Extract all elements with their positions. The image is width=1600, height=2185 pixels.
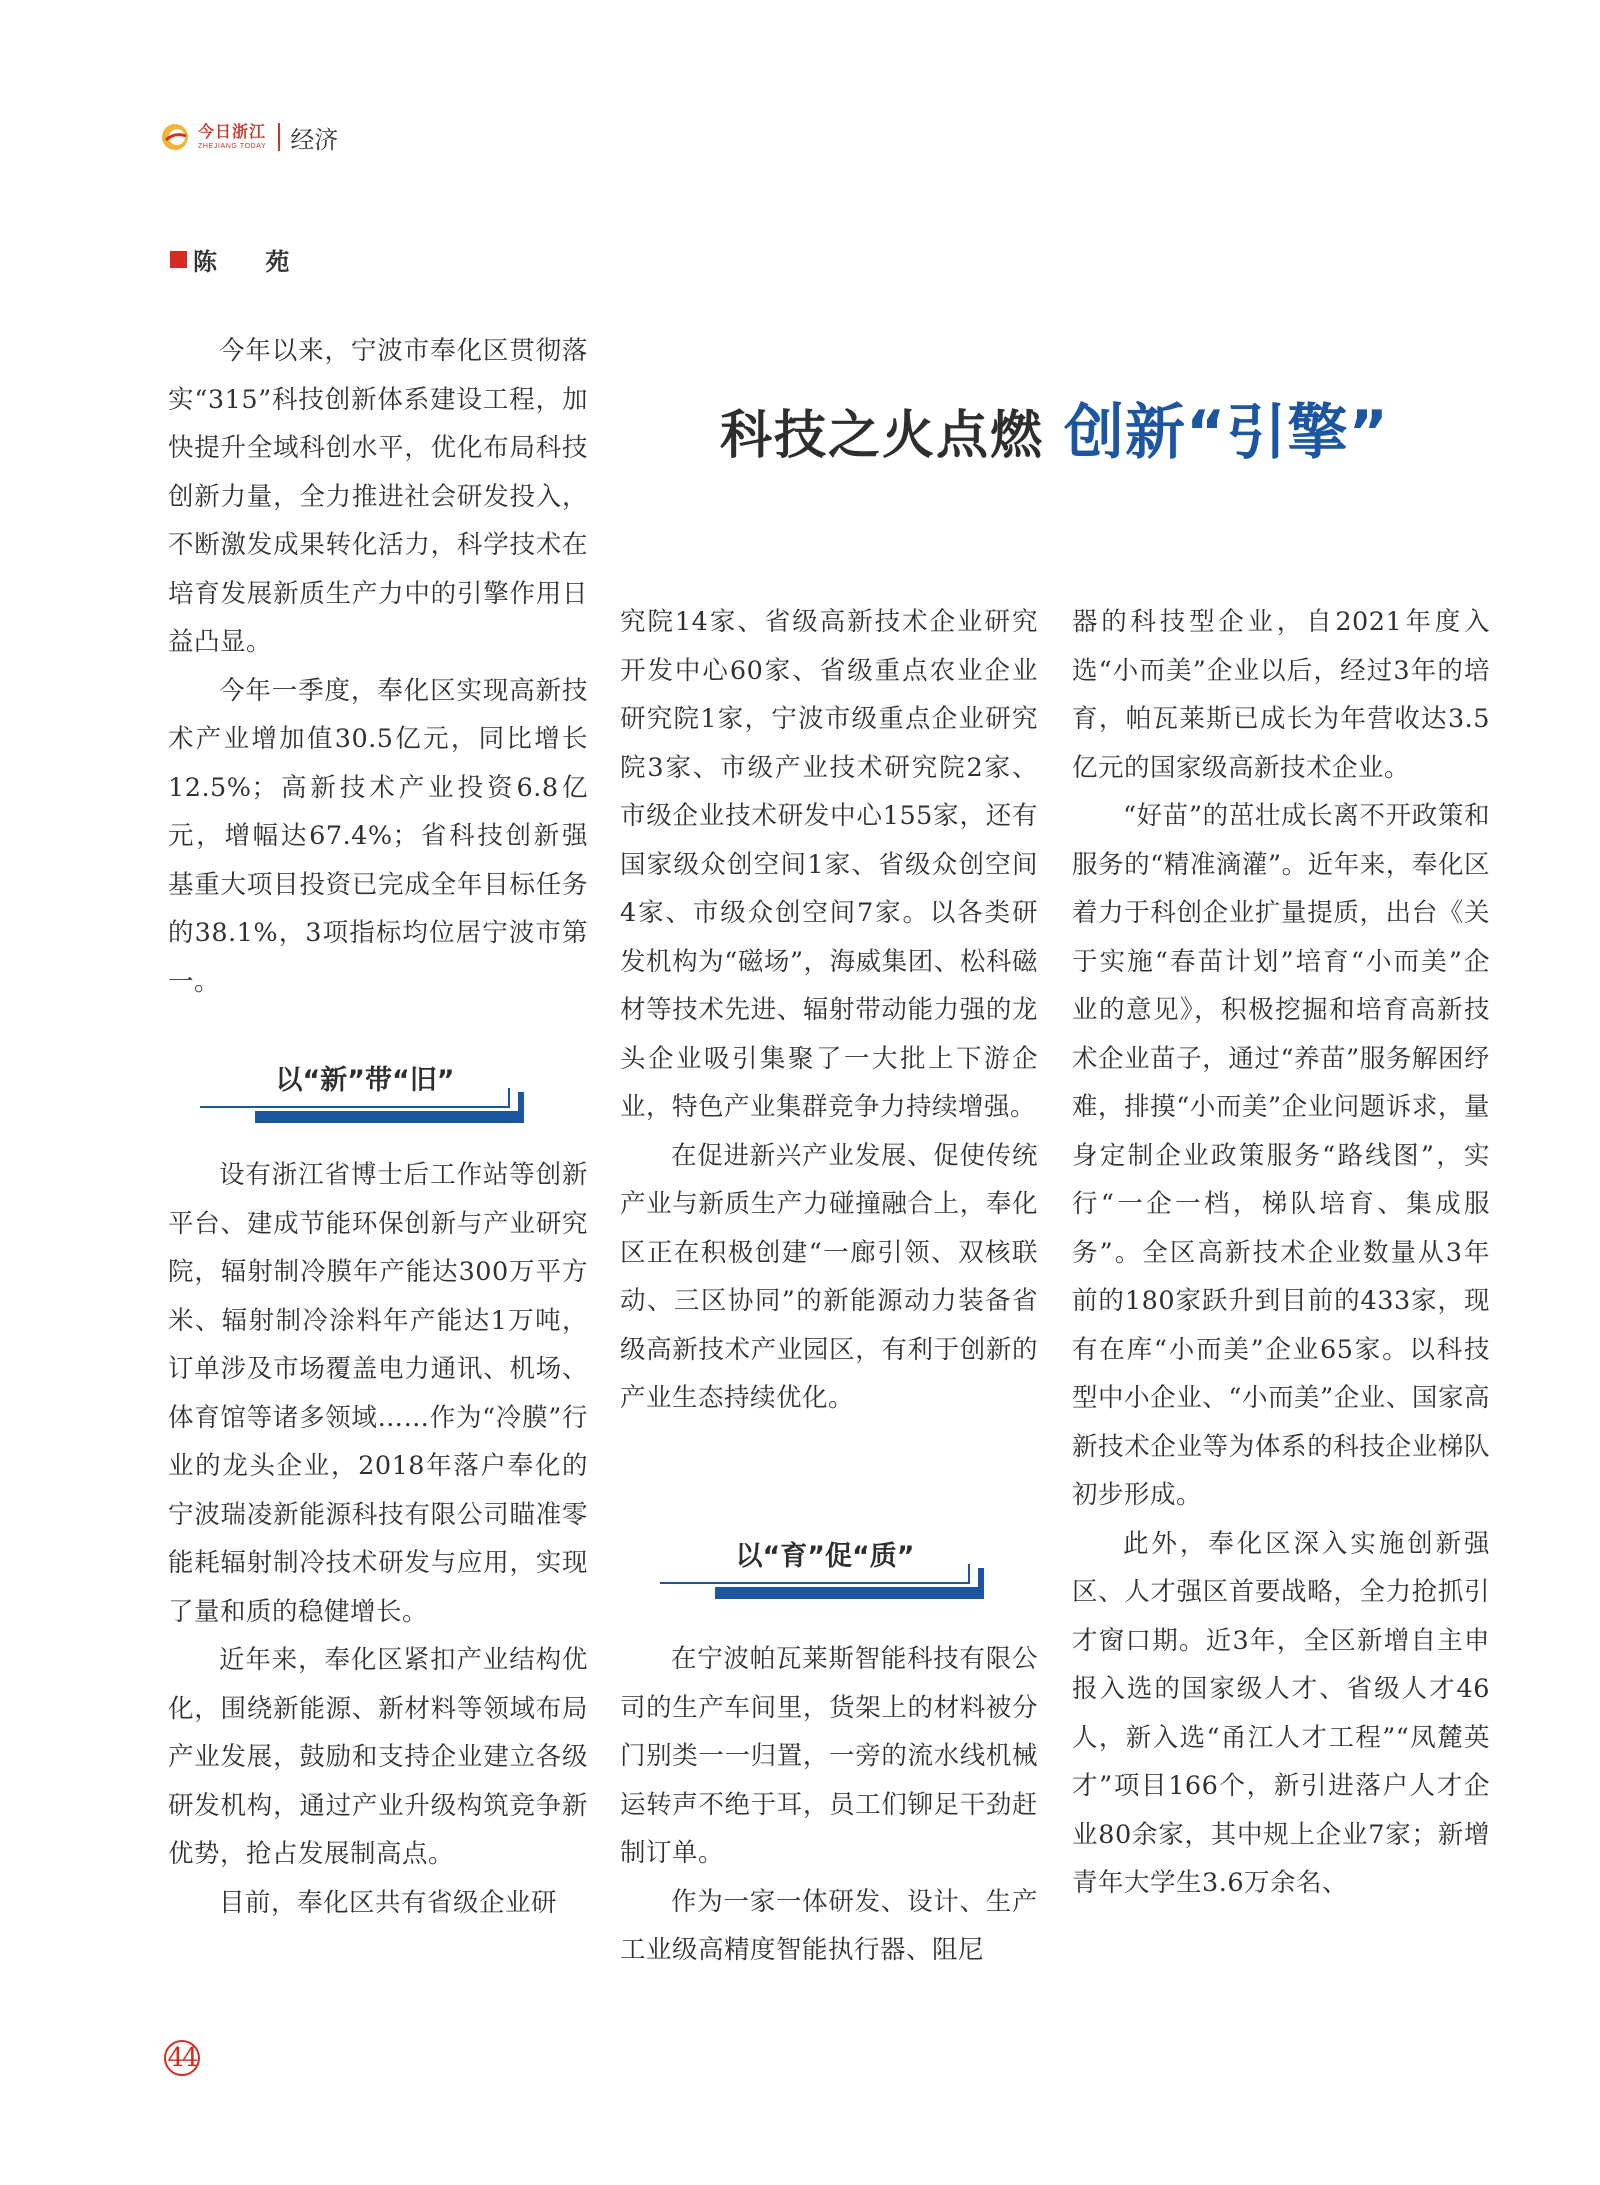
magazine-logo-en: ZHEJIANG TODAY [198, 143, 267, 150]
subheading-decoration [978, 1568, 984, 1599]
paragraph: 在促进新兴产业发展、促使传统产业与新质生产力碰撞融合上，奉化区正在积极创建“一廊引领、双核联动、三区协同”的新能源动力装备省级高新技术产业园区，有利于创新的产业生态持续优化。 [620, 1140, 1038, 1413]
subheading-decoration [508, 1088, 510, 1108]
column-2-bottom [620, 1635, 1038, 1975]
column-1-bottom [168, 1151, 588, 1927]
subheading-2-text: 以“育”促“质” [735, 1541, 915, 1572]
subheading-2 [660, 1534, 990, 1614]
column-3 [1072, 598, 1490, 1908]
column-1-top [168, 327, 588, 1006]
page-header [160, 117, 338, 157]
subheading-1-text: 以“新”带“旧” [275, 1065, 455, 1096]
article-title [720, 385, 1389, 471]
subheading-decoration [715, 1587, 984, 1599]
paragraph: 在宁波帕瓦莱斯智能科技有限公司的生产车间里，货架上的材料被分门别类一一归置，一旁的流水线机械运转声不绝于耳，员工们铆足干劲赶制订单。 [620, 1644, 1038, 1868]
header-divider [278, 123, 280, 151]
section-label: 经济 [290, 125, 339, 154]
title-part-2: 创新“引擎” [1064, 398, 1389, 468]
paragraph: 究院14家、省级高新技术企业研究开发中心60家、省级重点农业企业研究院1家，宁波市级重点企业研究院3家、市级产业技术研究院2家、市级企业技术研发中心155家，还有国家级众创空间1家、省级众创空间4家、市级众创空间7家。以各类研发机构为“磁场”，海威集团、松科磁材等技术先进、辐射带动能力强的龙头企业吸引集聚了一大批上下游企业，特色产业集群竞争力持续增强。 [620, 607, 1038, 1122]
subheading-decoration [968, 1564, 970, 1584]
subheading-decoration [660, 1582, 970, 1584]
paragraph: 今年一季度，奉化区实现高新技术产业增加值30.5亿元，同比增长12.5%；高新技术产业投资6.8亿元，增幅达67.4%；省科技创新强基重大项目投资已完成全年目标任务的38.1%，3项指标均位居宁波市第一。 [168, 675, 588, 997]
magazine-logo [198, 124, 266, 150]
title-part-1: 科技之火点燃 [720, 405, 1045, 466]
paragraph: 今年以来，宁波市奉化区贯彻落实“315”科技创新体系建设工程，加快提升全域科创水平，优化布局科技创新力量，全力推进社会研发投入，不断激发成果转化活力，科学技术在培育发展新质生产力中的引擎作用日益凸显。 [168, 336, 588, 657]
paragraph: 作为一家一体研发、设计、生产工业级高精度智能执行器、阻尼 [620, 1886, 1038, 1965]
paragraph: 此外，奉化区深入实施创新强区、人才强区首要战略，全力抢抓引才窗口期。近3年，全区新增自主申报入选的国家级人才、省级人才46人，新入选“甬江人才工程”“凤麓英才”项目166个，新引进落户人才企业80余家，其中规上企业7家；新增青年大学生3.6万余名、 [1072, 1528, 1490, 1898]
paragraph: 目前，奉化区共有省级企业研 [219, 1887, 558, 1918]
author-byline [170, 242, 309, 277]
paragraph: 设有浙江省博士后工作站等创新平台、建成节能环保创新与产业研究院，辐射制冷膜年产能达300万平方米、辐射制冷涂料年产能达1万吨，订单涉及市场覆盖电力通讯、机场、体育馆等诸多领域……作为“冷膜”行业的龙头企业，2018年落户奉化的宁波瑞凌新能源科技有限公司瞄准零能耗辐射制冷技术研发与应用，实现了量和质的稳健增长。 [168, 1160, 588, 1627]
subheading-decoration [200, 1106, 510, 1108]
subheading-decoration [255, 1111, 524, 1123]
author-marker-icon [170, 251, 187, 268]
paragraph: 近年来，奉化区紧扣产业结构优化，围绕新能源、新材料等领域布局产业发展，鼓励和支持企业建立各级研发机构，通过产业升级构筑竞争新优势，抢占发展制高点。 [168, 1645, 588, 1869]
magazine-logo-icon [160, 122, 190, 152]
paragraph: 器的科技型企业，自2021年度入选“小而美”企业以后，经过3年的培育，帕瓦莱斯已成长为年营收达3.5亿元的国家级高新技术企业。 [1072, 607, 1490, 783]
subheading-1 [200, 1058, 530, 1138]
author-name: 陈 苑 [193, 248, 310, 276]
subheading-decoration [518, 1092, 524, 1123]
magazine-logo-cn: 今日浙江 [198, 122, 267, 141]
column-2-top [620, 598, 1038, 1423]
page-number: 44 [164, 2040, 200, 2076]
paragraph: “好苗”的茁壮成长离不开政策和服务的“精准滴灌”。近年来，奉化区着力于科创企业扩量提质，出台《关于实施“春苗计划”培育“小而美”企业的意见》，积极挖掘和培育高新技术企业苗子，通过“养苗”服务解困纾难，排摸“小而美”企业问题诉求，量身定制企业政策服务“路线图”，实行“一企一档，梯队培育、集成服务”。全区高新技术企业数量从3年前的180家跃升到目前的433家，现有在库“小而美”企业65家。以科技型中小企业、“小而美”企业、国家高新技术企业等为体系的科技企业梯队初步形成。 [1072, 801, 1490, 1510]
